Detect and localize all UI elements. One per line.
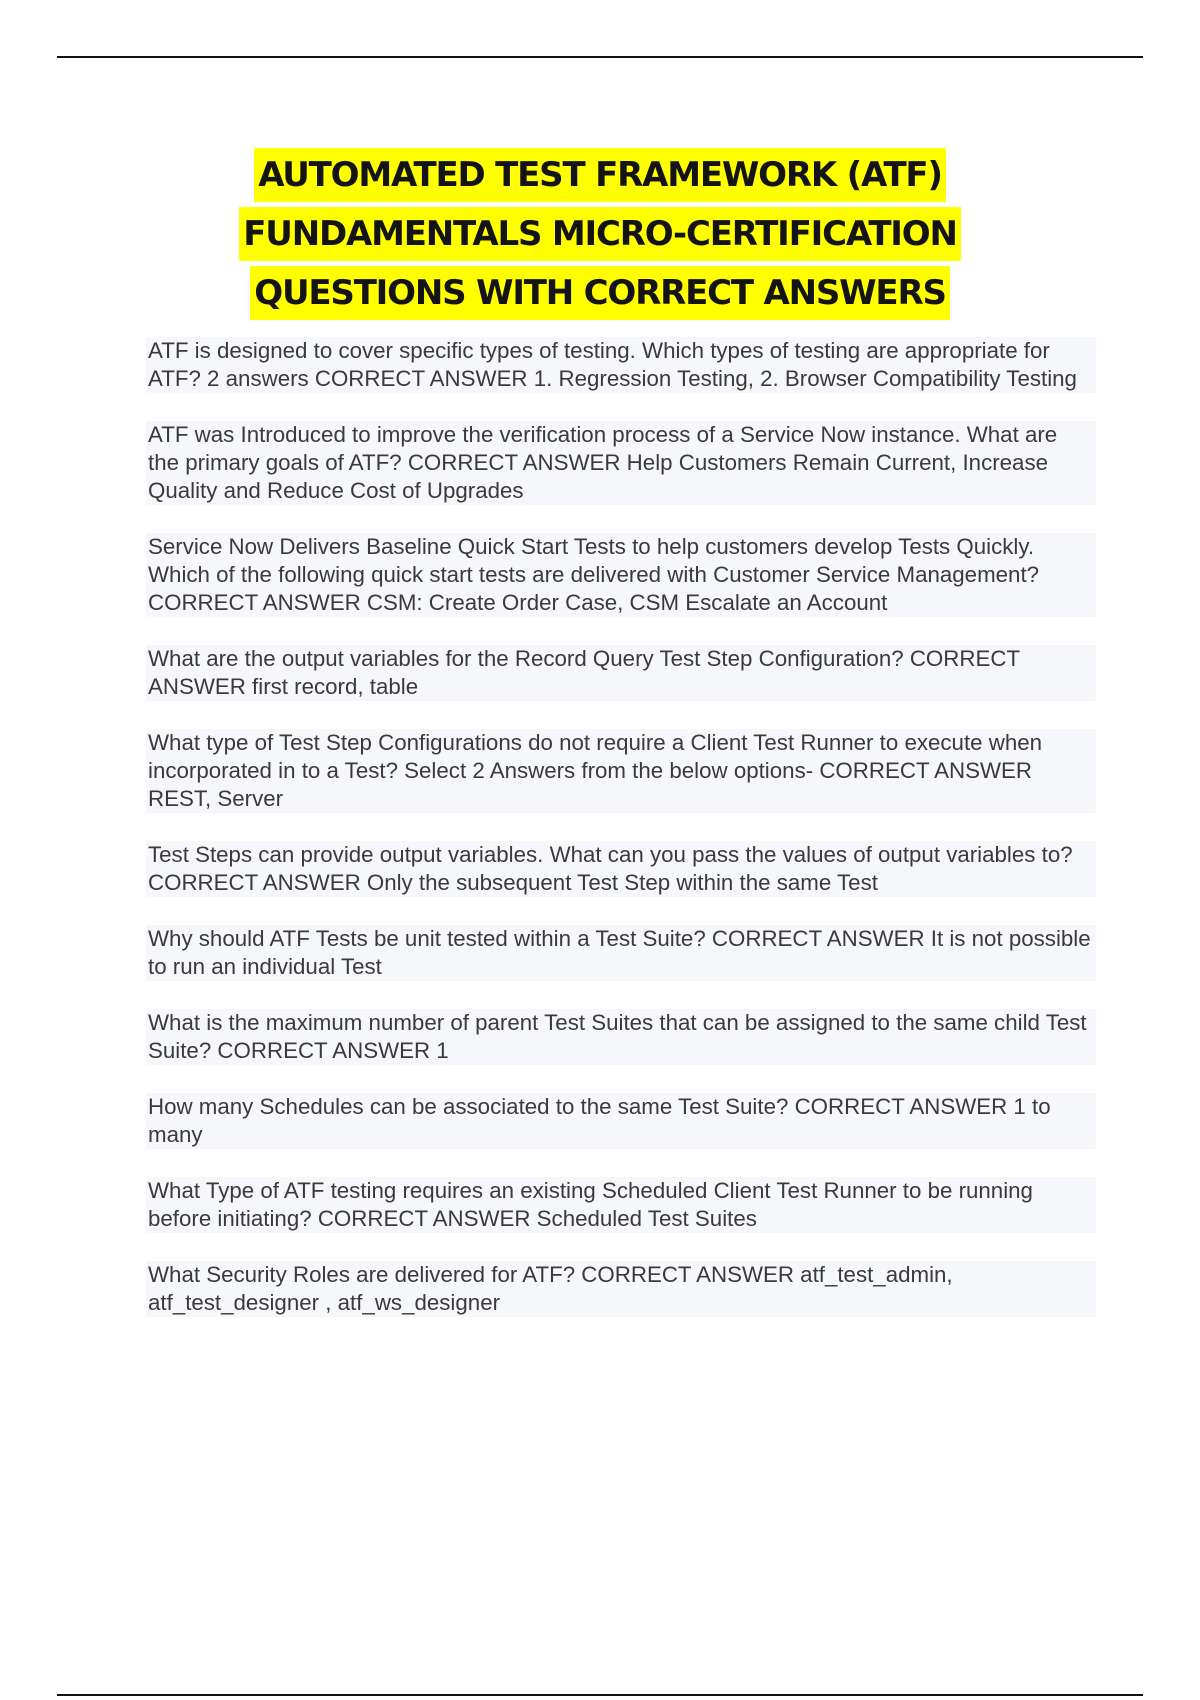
title-line-text: AUTOMATED TEST FRAMEWORK (ATF) [254,148,946,202]
top-rule [57,56,1143,58]
qa-item: What Security Roles are delivered for ATF? CORRECT ANSWER atf_test_admin, atf_test_designer , atf_ws_designer [146,1261,1096,1317]
bottom-rule [57,1694,1143,1696]
title-line-text: QUESTIONS WITH CORRECT ANSWERS [250,266,949,320]
qa-item: What is the maximum number of parent Test Suites that can be assigned to the same child Test Suite? CORRECT ANSWER 1 [146,1009,1096,1065]
qa-list [146,337,1096,1345]
qa-item: Test Steps can provide output variables. What can you pass the values of output variables to? CORRECT ANSWER Only the subsequent Test Step within the same Test [146,841,1096,897]
qa-item: Service Now Delivers Baseline Quick Start Tests to help customers develop Tests Quickly. Which of the following quick start tests are delivered with Customer Service Management? CORRECT ANSWER CSM: Create Order Case, CSM Escalate an Account [146,533,1096,617]
qa-item: What Type of ATF testing requires an existing Scheduled Client Test Runner to be running before initiating? CORRECT ANSWER Scheduled Test Suites [146,1177,1096,1233]
title-line [0,266,1200,325]
qa-item: How many Schedules can be associated to the same Test Suite? CORRECT ANSWER 1 to many [146,1093,1096,1149]
qa-item: What type of Test Step Configurations do not require a Client Test Runner to execute when incorporated in to a Test? Select 2 Answers from the below options- CORRECT ANSWER REST, Server [146,729,1096,813]
title-line [0,207,1200,266]
document-title [0,148,1200,325]
qa-item: ATF is designed to cover specific types of testing. Which types of testing are appropriate for ATF? 2 answers CORRECT ANSWER 1. Regression Testing, 2. Browser Compatibility Testing [146,337,1096,393]
qa-item: ATF was Introduced to improve the verification process of a Service Now instance. What are the primary goals of ATF? CORRECT ANSWER Help Customers Remain Current, Increase Quality and Reduce Cost of Upgrades [146,421,1096,505]
title-line-text: FUNDAMENTALS MICRO-CERTIFICATION [239,207,960,261]
qa-item: What are the output variables for the Record Query Test Step Configuration? CORRECT ANSWER first record, table [146,645,1096,701]
title-line [0,148,1200,207]
qa-item: Why should ATF Tests be unit tested within a Test Suite? CORRECT ANSWER It is not possible to run an individual Test [146,925,1096,981]
